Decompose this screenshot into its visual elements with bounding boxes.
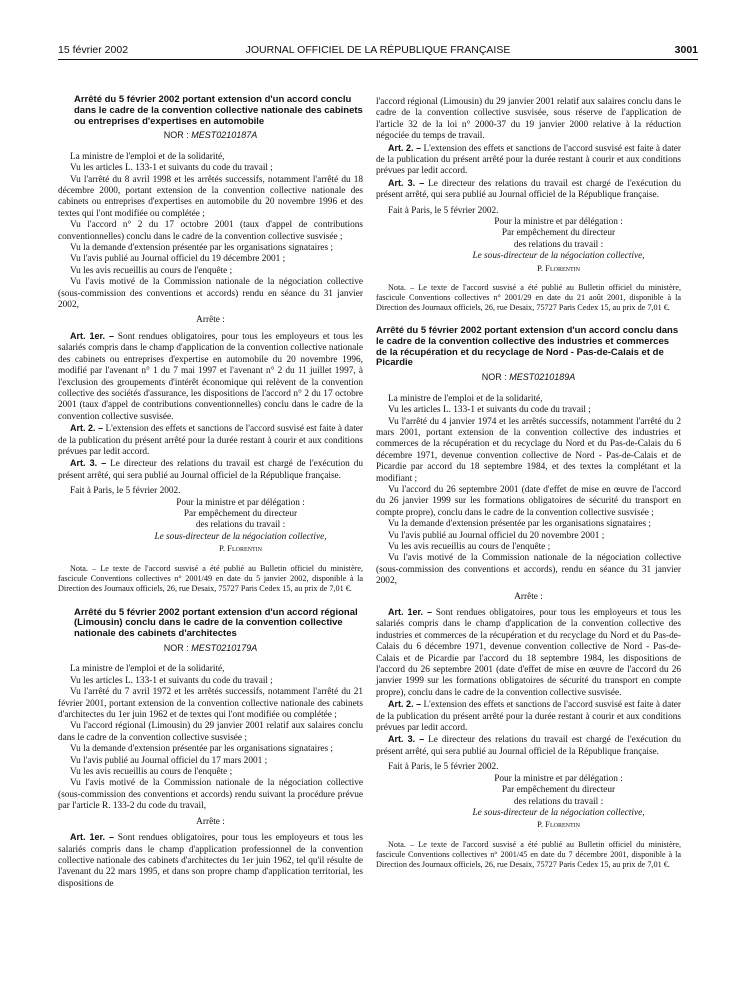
header-rule [58, 59, 698, 60]
visa: La ministre de l'emploi et de la solidarité, [70, 664, 225, 675]
arrete-recuperation-recyclage [376, 326, 681, 870]
signatory-name: P. Florentin [219, 543, 262, 554]
visa: Vu l'avis publié au Journal officiel du 20 novembre 2001 ; [388, 530, 605, 541]
signature-line: des relations du travail : [513, 239, 604, 250]
visa: Vu les avis recueillis au cours de l'enquête ; [70, 767, 233, 778]
nor-reference: NOR : MEST0210189A [481, 372, 576, 383]
right-column [376, 97, 681, 870]
visa: Vu l'avis motivé de la Commission nationale de la négociation collective (sous-commission des conventions et accords) rendu en séance du 31 janvier 2002, [58, 277, 363, 311]
arrete-expertises-automobile [58, 95, 363, 594]
fait-a-paris: Fait à Paris, le 5 février 2002. [388, 205, 499, 216]
visa: Vu l'avis motivé de la Commission nationale de la négociation collective (sous-commission des conventions et accords), rendu en séance du 31 janvier 2002, [376, 553, 681, 587]
visa: Vu l'avis publié au Journal officiel du 17 mars 2001 ; [70, 755, 268, 766]
visa: Vu l'accord du 26 septembre 2001 (date d'effet de mise en œuvre de l'accord du 26 janvier 1999 sur les formations obligatoires de sécurité du transport en compte propre), conclu dans le cadre de la convention collective susvisée ; [376, 484, 681, 518]
visa: Vu l'accord n° 2 du 17 octobre 2001 (taux d'appel de contributions conventionnelles) conclu dans le cadre de la convention collective susvisée ; [58, 220, 363, 242]
article-3: Art. 3. – Le directeur des relations du travail est chargé de l'exécution du présent arrêté, qui sera publié au Journal officiel de la République française. [376, 177, 681, 201]
article-3: Art. 3. – Le directeur des relations du travail est chargé de l'exécution du présent arrêté, qui sera publié au Journal officiel de la République française. [58, 458, 363, 481]
visa: Vu l'arrêté du 7 avril 1972 et les arrêtés successifs, notamment l'arrêté du 21 février 2001, portant extension de la convention collective nationale des cabinets d'architectes du 1er juin 1962 et de textes qui l'ont modifiée ou complétée ; [58, 687, 363, 721]
signature-title: Le sous-directeur de la négociation collective, [472, 251, 645, 262]
header-journal-title: JOURNAL OFFICIEL DE LA RÉPUBLIQUE FRANÇAISE [245, 44, 511, 56]
left-column [58, 95, 363, 890]
nota: Nota. – Le texte de l'accord susvisé a été publié au Bulletin officiel du ministère, fascicule Conventions collectives n° 2001/29 en date du 21 août 2001, disponible à la Direction des Journaux officiels, 26, rue Desaix, 75727 Paris Cedex 15, au prix de 7,01 €. [376, 283, 681, 313]
nor-reference: NOR : MEST0210187A [163, 130, 258, 141]
visa: Vu les articles L. 133-1 et suivants du code du travail ; [70, 163, 273, 174]
signature-title: Le sous-directeur de la négociation collective, [154, 531, 327, 542]
nor-reference: NOR : MEST0210179A [163, 643, 258, 653]
arrete-heading: Arrête : [196, 816, 225, 827]
signature-line: Par empêchement du directeur [501, 228, 616, 239]
arrete-heading: Arrête : [196, 315, 225, 326]
article-1-continued: l'accord régional (Limousin) du 29 janvier 2001 relatif aux salaires conclu dans le cadre de la convention collective susvisée, sous réserve de l'application de l'article 32 de la loi n° 2000-37 du 19 janvier 2000 relative à la réduction négociée du temps de travail. [376, 97, 681, 142]
signature-line: des relations du travail : [513, 796, 604, 807]
signatory-name: P. Florentin [537, 819, 580, 830]
arrete-heading: Arrête : [514, 591, 543, 602]
arrete-title: Arrêté du 5 février 2002 portant extension d'un accord régional (Limousin) conclu dans le cadre de la convention collective nationale des cabinets d'architectes [74, 606, 358, 640]
signature-line: Par empêchement du directeur [501, 785, 616, 796]
visa: Vu la demande d'extension présentée par les organisations signataires ; [70, 744, 333, 755]
page-header [58, 44, 698, 58]
visa: Vu les avis recueillis au cours de l'enquête ; [388, 541, 551, 552]
arrete-cabinets-architectes [58, 608, 363, 891]
visa: La ministre de l'emploi et de la solidarité, [388, 393, 543, 404]
article-1: Art. 1er. – Sont rendues obligatoires, pour tous les employeurs et tous les salariés compris dans le champ d'application professionnel de la convention collective nationale des cabinets d'architectes du 1er juin 1962, tel qu'il résulte de l'avenant du 22 mars 1995, et dans son propre champ d'application territorial, les dispositions de [58, 832, 363, 889]
visa: Vu l'arrêté du 4 janvier 1974 et les arrêtés successifs, notamment l'arrêté du 2 mars 2001, portant extension de la convention collective des industries et commerces de la récupération et du recyclage du Nord et du Pas-de-Calais du 6 décembre 1971, devenue convention collective de Nord - Pas-de-Calais et de Picardie par accord du 18 septembre 1984, et des textes la complétant et la modifiant ; [376, 416, 681, 484]
article-1: Art. 1er. – Sont rendues obligatoires, pour tous les employeurs et tous les salariés compris dans le champ d'application de la convention collective nationale des cabinets ou entreprises d'expertise en automobile du 20 novembre 1996, modifié par l'avenant n° 1 du 7 mai 1997 et l'avenant n° 2 du 11 juillet 1997, à l'exclusion des groupements d'intérêt économique qui relèvent de la convention collective des sociétés d'assurance, les dispositions de l'accord n° 2 du 17 octobre 2001 (taux d'appel de contributions conventionnelles) conclu dans le cadre de la convention collective susvisée. [58, 330, 363, 422]
signatory-name: P. Florentin [537, 262, 580, 273]
visa: Vu la demande d'extension présentée par les organisations signataires ; [70, 243, 333, 254]
fait-a-paris: Fait à Paris, le 5 février 2002. [70, 486, 181, 497]
visa: Vu l'accord régional (Limousin) du 29 janvier 2001 relatif aux salaires conclu dans le cadre de la convention collective susvisée ; [58, 721, 363, 743]
nota: Nota. – Le texte de l'accord susvisé a été publié au Bulletin officiel du ministère, fascicule Conventions collectives n° 2001/49 en date du 5 janvier 2002, disponible à la Direction des Journaux officiels, 26, rue Desaix, 75727 Paris Cedex 15, au prix de 7,01 €. [58, 563, 363, 593]
header-page-number: 3001 [674, 44, 698, 56]
article-2: Art. 2. – L'extension des effets et sanctions de l'accord susvisé est faite à dater de la publication du présent arrêté pour la durée restant à courir et aux conditions prévues par ledit accord. [376, 142, 681, 177]
article-1: Art. 1er. – Sont rendues obligatoires, pour tous les employeurs et tous les salariés compris dans le champ d'application de la convention collective des industries et commerces de la récupération et du recyclage du Nord et du Pas-de-Calais du 6 décembre 1971, devenue convention collective de Nord - Pas-de-Calais et de Picardie par l'accord du 18 septembre 1984, les dispositions de l'accord du 26 septembre 2001 (date d'effet de mise en œuvre de l'accord du 26 janvier 1999 sur les formations obligatoires de sécurité du transport en compte propre), conclu dans le cadre de la convention collective susvisée. [376, 607, 681, 698]
visa: La ministre de l'emploi et de la solidarité, [70, 151, 225, 162]
visa: Vu l'arrêté du 8 avril 1998 et les arrêtés successifs, notamment l'arrêté du 18 décembre 2000, portant extension de la convention collective nationale des cabinets ou entreprises d'expertises en automobile du 20 novembre 1996 et des textes qui l'ont modifiée ou complétée ; [58, 174, 363, 219]
article-3: Art. 3. – Le directeur des relations du travail est chargé de l'exécution du présent arrêté, qui sera publié au Journal officiel de la République française. [376, 734, 681, 757]
arrete-title: Arrêté du 5 février 2002 portant extension d'un accord conclu dans le cadre de la convention collective des industries et commerces de la récupération et du recyclage de Nord - Pas-de-Calais et de Picardie [376, 325, 679, 369]
signature-line: Par empêchement du directeur [183, 508, 298, 519]
signature-line: Pour la ministre et par délégation : [494, 773, 623, 784]
fait-a-paris: Fait à Paris, le 5 février 2002. [388, 762, 499, 773]
visa: Vu les articles L. 133-1 et suivants du code du travail ; [388, 405, 591, 416]
arrete-cabinets-architectes-continued [376, 97, 681, 313]
visa: Vu la demande d'extension présentée par les organisations signataires ; [388, 519, 651, 530]
nota: Nota. – Le texte de l'accord susvisé a été publié au Bulletin officiel du ministère, fascicule Conventions collectives n° 2001/45 en date du 7 décembre 2001, disponible à la Direction des Journaux officiels, 26, rue Desaix, 75727 Paris Cedex 15, au prix de 7,01 €. [376, 839, 681, 869]
signature-line: des relations du travail : [195, 520, 286, 531]
visa: Vu l'avis publié au Journal officiel du 19 décembre 2001 ; [70, 254, 286, 265]
article-2: Art. 2. – L'extension des effets et sanctions de l'accord susvisé est faite à dater de la publication du présent arrêté pour la durée restant à courir et aux conditions prévues par ledit accord. [58, 423, 363, 457]
signature-title: Le sous-directeur de la négociation collective, [472, 807, 645, 818]
visa: Vu l'avis motivé de la Commission nationale de la négociation collective (sous-commission des conventions et accords) rendu suivant la procédure prévue par l'article R. 133-2 du code du travail, [58, 778, 363, 812]
signature-line: Pour la ministre et par délégation : [176, 497, 305, 508]
signature-line: Pour la ministre et par délégation : [494, 217, 623, 228]
visa: Vu les avis recueillis au cours de l'enquête ; [70, 265, 233, 276]
header-date: 15 février 2002 [58, 44, 129, 56]
arrete-title: Arrêté du 5 février 2002 portant extension d'un accord conclu dans le cadre de la convention collective nationale des cabinets ou entreprises d'expertises en automobile [74, 94, 363, 127]
visa: Vu les articles L. 133-1 et suivants du code du travail ; [70, 675, 273, 686]
article-2: Art. 2. – L'extension des effets et sanctions de l'accord susvisé est faite à dater de la publication du présent arrêté pour la durée restant à courir et aux conditions prévues par ledit accord. [376, 699, 681, 734]
